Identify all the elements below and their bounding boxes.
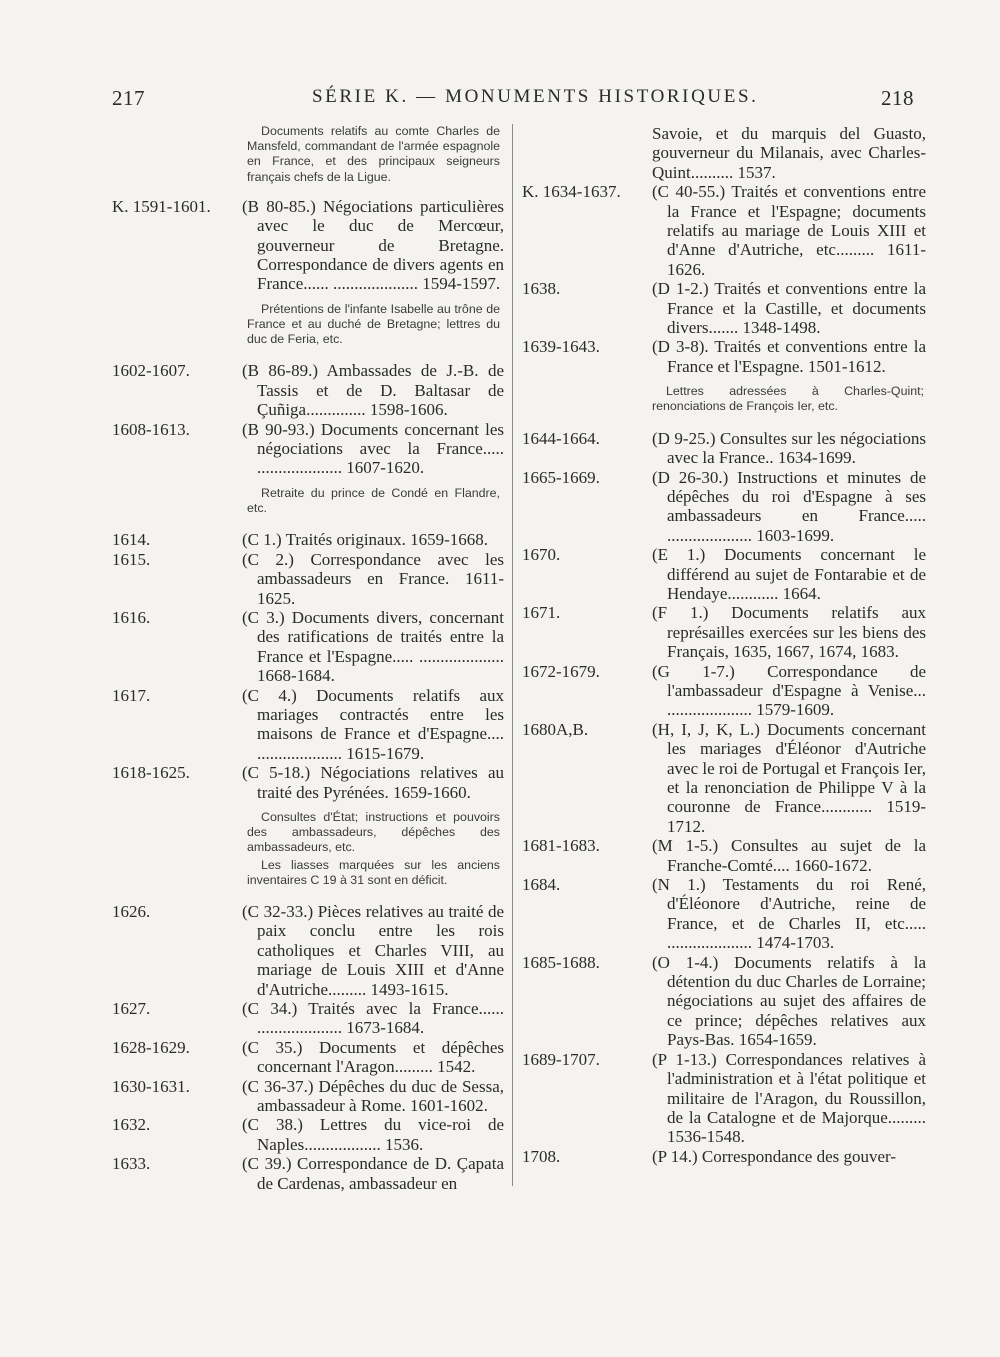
entry-text: (B 86-89.) Ambassades de J.-B. de Tassis et de D. Baltasar de Çuñiga.............. 1598-1606. — [242, 361, 504, 420]
list-item — [112, 1154, 504, 1193]
entry-ref: 1670. — [522, 545, 561, 565]
entry-ref: 1608-1613. — [112, 419, 190, 439]
entry-text: (C 40-55.) Traités et conventions entre la France et l'Espagne; documents relatifs au mariage de Louis XIII et d'Anne d'Autriche, etc......... 1611-1626. — [652, 182, 926, 279]
list-item — [522, 429, 926, 468]
running-head: SÉRIE K. — MONUMENTS HISTORIQUES. — [312, 86, 759, 107]
list-item — [112, 530, 504, 549]
entry-text: (B 90-93.) Documents concernant les négociations avec la France..... .................... 1607-1620. — [242, 419, 504, 478]
list-item — [112, 1077, 504, 1116]
entry-ref: 1684. — [522, 875, 561, 895]
entry-text: (P 1-13.) Correspondances relatives à l'administration et à l'état politique et militaire de l'Aragon, du Roussillon, de la Catalogne et de Majorque......... 1536-1548. — [652, 1049, 926, 1147]
entry-note: Consultes d'État; instructions et pouvoirs des ambassadeurs, dépêches des ambassadeurs, etc. — [247, 809, 500, 855]
entry-text: (C 32-33.) Pièces relatives au traité de paix conclu entre les rois catholiques et Charles VIII, au mariage de Louis XIII et d'Anne d'Autriche......... 1493-1615. — [242, 902, 504, 999]
list-item — [112, 686, 504, 764]
list-item — [522, 1050, 926, 1147]
left-column — [112, 124, 504, 1193]
entry-ref: 1681-1683. — [522, 836, 600, 856]
entry-text: (M 1-5.) Consultes au sujet de la Franche-Comté.... 1660-1672. — [652, 836, 926, 875]
entry-text: (P 14.) Correspondance des gouver- — [652, 1146, 897, 1166]
entry-note: Retraite du prince de Condé en Flandre, etc. — [247, 485, 500, 516]
entry-text: (C 2.) Correspondance avec les ambassadeurs en France. 1611-1625. — [242, 549, 504, 608]
entry-ref: 1617. — [112, 685, 151, 705]
entry-ref: 1628-1629. — [112, 1037, 190, 1057]
entry-ref: 1671. — [522, 603, 561, 623]
entry-ref: 1633. — [112, 1154, 151, 1174]
list-item — [522, 953, 926, 1050]
entry-ref: 1638. — [522, 279, 561, 299]
entry-ref: 1614. — [112, 530, 151, 550]
entry-text: (G 1-7.) Correspondance de l'ambassadeur d'Espagne à Venise... .................... 1579-1609. — [652, 661, 926, 720]
list-item — [112, 608, 504, 686]
entry-ref: 1626. — [112, 902, 151, 921]
continuation-text: Savoie, et du marquis del Guasto, gouverneur du Milanais, avec Charles-Quint.......... 1537. — [652, 124, 926, 182]
entry-text: (D 26-30.) Instructions et minutes de dépêches du roi d'Espagne à ses ambassadeurs en France..... .................... 1603-1699. — [652, 467, 926, 545]
list-item — [112, 763, 504, 802]
entry-text: (C 5-18.) Négociations relatives au traité des Pyrénées. 1659-1660. — [242, 763, 504, 802]
entry-ref: 1618-1625. — [112, 763, 190, 783]
entry-note: Lettres adressées à Charles-Quint; renonciations de François Ier, etc. — [652, 384, 924, 414]
entry-text: (C 35.) Documents et dépêches concernant l'Aragon......... 1542. — [242, 1037, 504, 1077]
entry-text: (C 39.) Correspondance de D. Çapata de Cardenas, ambassadeur en — [242, 1154, 504, 1193]
entry-text: (H, I, J, K, L.) Documents concernant les mariages d'Éléonor d'Autriche avec le roi de Portugal et François Ier, et la renonciation de Philippe V à la couronne de France............ 1519-1712. — [652, 719, 926, 836]
entry-text: (D 3-8). Traités et conventions entre la France et l'Espagne. 1501-1612. — [652, 337, 926, 376]
intro-note: Documents relatifs au comte Charles de Mansfeld, commandant de l'armée espagnole en France, et des principaux seigneurs français chefs de la Ligue. — [247, 124, 500, 184]
entry-ref: K. 1634-1637. — [522, 182, 621, 202]
entry-text: (C 3.) Documents divers, concernant des ratifications de traités entre la France et l'Espagne..... .................... 1668-1684. — [242, 607, 504, 686]
entry-ref: 1665-1669. — [522, 467, 600, 487]
entry-ref: 1672-1679. — [522, 661, 600, 681]
entry-ref: 1689-1707. — [522, 1049, 600, 1069]
entry-text: (D 9-25.) Consultes sur les négociations avec la France.. 1634-1699. — [652, 428, 926, 468]
left-page-number: 217 — [112, 86, 145, 110]
list-item — [522, 545, 926, 603]
list-item — [112, 420, 504, 478]
entry-ref: 1615. — [112, 549, 151, 569]
entry-ref: 1644-1664. — [522, 428, 600, 448]
entry-ref: K. 1591-1601. — [112, 196, 211, 216]
list-item — [522, 337, 926, 376]
entry-note: Les liasses marquées sur les anciens inventaires C 19 à 31 sont en déficit. — [247, 857, 500, 887]
entry-ref: 1616. — [112, 607, 151, 627]
entry-text: (C 34.) Traités avec la France...... .................... 1673-1684. — [242, 999, 504, 1038]
list-item — [112, 999, 504, 1038]
entry-ref: 1708. — [522, 1146, 561, 1166]
entry-text: (F 1.) Documents relatifs aux représailles exercées sur les biens des Français, 1635, 1667, 1674, 1683. — [652, 603, 926, 662]
entry-ref: 1680A,B. — [522, 719, 589, 739]
list-item — [112, 197, 504, 294]
list-item — [522, 1147, 926, 1166]
entry-ref: 1639-1643. — [522, 337, 600, 357]
right-column — [522, 124, 926, 1166]
entry-text: (D 1-2.) Traités et conventions entre la France et la Castille, et documents divers....... 1348-1498. — [652, 279, 926, 338]
right-page-number: 218 — [881, 86, 914, 110]
list-item — [522, 836, 926, 875]
list-item — [522, 182, 926, 279]
entry-text: (C 1.) Traités originaux. 1659-1668. — [242, 530, 489, 550]
list-item — [112, 361, 504, 419]
entry-note: Prétentions de l'infante Isabelle au trône de France et au duché de Bretagne; lettres du duc de Feria, etc. — [247, 301, 500, 347]
list-item — [112, 902, 504, 999]
entry-text: (C 4.) Documents relatifs aux mariages contractés entre les maisons de France et d'Espagne.... .................... 1615-1679. — [242, 685, 504, 763]
entry-text: (O 1-4.) Documents relatifs à la détention du duc Charles de Lorraine; négociations au sujet des affaires de ce prince; dépêches relatives aux Pays-Bas. 1654-1659. — [652, 952, 926, 1050]
list-item — [522, 603, 926, 661]
column-divider — [512, 124, 513, 1186]
list-item — [112, 1038, 504, 1077]
entry-ref: 1602-1607. — [112, 361, 190, 381]
entry-text: (B 80-85.) Négociations particulières avec le duc de Mercœur, gouverneur de Bretagne. Correspondance de divers agents en France...... .................... 1594-1597. — [242, 196, 504, 294]
entry-ref: 1630-1631. — [112, 1076, 190, 1096]
list-item — [112, 550, 504, 608]
list-item — [522, 468, 926, 546]
list-item — [112, 1115, 504, 1154]
list-item — [522, 279, 926, 337]
entry-text: (C 36-37.) Dépêches du duc de Sessa, ambassadeur à Rome. 1601-1602. — [242, 1076, 504, 1116]
entry-ref: 1685-1688. — [522, 952, 600, 972]
list-item — [522, 875, 926, 953]
entry-text: (N 1.) Testaments du roi René, d'Éléonore d'Autriche, reine de France, et de Charles II, etc..... .................... 1474-1703. — [652, 875, 926, 953]
entry-text: (C 38.) Lettres du vice-roi de Naples.................. 1536. — [242, 1115, 504, 1154]
list-item — [522, 662, 926, 720]
list-item — [522, 720, 926, 836]
entry-ref: 1627. — [112, 999, 151, 1019]
entry-text: (E 1.) Documents concernant le différend au sujet de Fontarabie et de Hendaye............ 1664. — [652, 545, 926, 603]
entry-ref: 1632. — [112, 1115, 151, 1135]
